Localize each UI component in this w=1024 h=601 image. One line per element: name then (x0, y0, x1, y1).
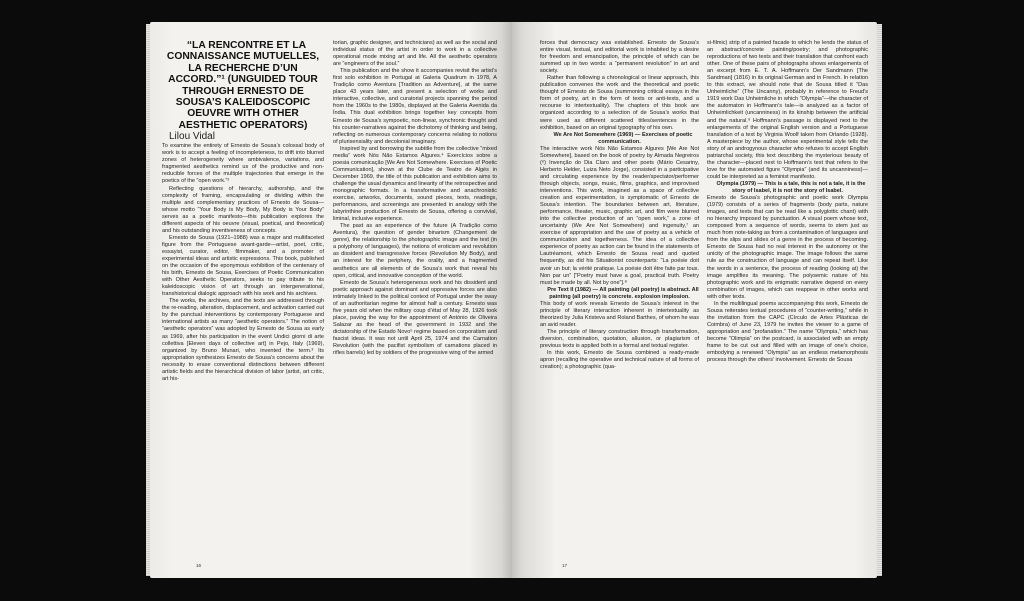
paragraph: This body of work reveals Ernesto de Sousa’s interest in the principle of literary interaction inherent in intertextuality as theorized by Julia Kristeva and Roland Barthes, of whom he was an avid reader. (540, 300, 699, 328)
paragraph: Ernesto de Sousa’s photographic and poetic work Olympia (1979) consists of a series of fragments (body parts, nature images, and texts that can be read like a polyglottic chant) with no hierarchy imposed by punctuation. A visual poem whose text, composed from a sequence of words, seems to stem just as much from note-taking as from a contamination of languages and from the slips and slides of a genre in the process of becoming. Ernesto de Sousa had no real interest in the autonomy or the unicity of the photographic image. The image follows the same rule as the construction of language and can repeat itself. Like the words in a sentence, the process of reading (looking at) the image amplifies its meaning. The polysemic nature of his photographic work and its enigmatic narrative depend on every combination of images, which can reappear in other works and with other texts. (707, 195, 868, 300)
paragraph: forces that democracy was established. Ernesto de Sousa’s entire visual, textual, and editorial work is inhabited by a desire for freedom and emancipation, the principle of which can be summed up in two words: a “permanent revolution” in art and society. (540, 40, 699, 75)
paragraph: si-filmic) strip of a painted facade to which he lends the status of an abstract/concrete painting/poetry; and photographic reproductions of two texts and their translation that confront each other. One of these pairs of photographs shows enlargements of an excerpt from E. T. A. Hoffmann’s Der Sandmann [The Sandman] (1816) in its original German and in French. In relation to this extract, we should note that de Sousa titled it “Das Unheimliche” (The Uncanny), probably in reference to Freud’s 1919 work Das Unheimliche in which “Olympia”—the character of the automaton in Hoffmann’s tale—is analyzed as a factor of Unheimlichkeit (uncanniness) in its kinship between the artificial and the natural.⁹ Hoffmann’s passage is displayed next to the enlargements of the original English version and a Portuguese translation of a text by Virginia Woolf taken from Orlando (1928). A masterpiece by the author, whose experimental style tells the story of an androgynous character who refuses to accept English patriarchal society, this text describing the mysterious beauty of the character—placed next to Hoffmann’s text that refers to the love for the automated figure “Olympia” (and its uncanniness)—could be interpreted as a feminist manifesto. (707, 40, 868, 180)
page-number-right: 17 (562, 563, 568, 568)
right-column-2 (707, 40, 868, 364)
right-column-1 (540, 40, 699, 371)
left-column-2 (333, 40, 497, 357)
essay-author: Lilou Vidal (169, 131, 215, 143)
paragraph: In this work, Ernesto de Sousa combined a ready-made apron (recalling the operative and technical nature of all forms of creation); a photographic (qua- (540, 350, 699, 371)
paragraph: The principle of literary construction through transformation, diversion, combination, quotation, allusion, or plagiarism of previous texts is applied both in a formal and textual register. (540, 328, 699, 350)
essay-title: “LA RENCONTRE ET LA CONNAISSANCE MUTUELLES, LA RECHERCHE D’UN ACCORD.”¹ (UNGUIDED TOUR THROUGH ERNESTO DE SOUSA’S KALEIDOSCOPIC OEUVRE WITH OTHER AESTHETIC OPERATORS) (166, 40, 320, 131)
section-heading: Pre Text II (1982) — All painting (all poetry) is abstract. All painting (all poetry) is concrete. explosion implosion. (547, 286, 699, 300)
section-heading: We Are Not Somewhere (1969) — Exercises of poetic communication. (553, 131, 693, 145)
paragraph: Ernesto de Sousa (1921–1988) was a major and multifaceted figure from the Portuguese avant-garde—artist, poet, critic, essayist, curator, editor, filmmaker, and a promoter of experimental ideas and artistic expressions. This book, published on the occasion of the eponymous exhibition of the centenary of his birth, Ernesto de Sousa, Exercises of Poetic Communication with Other Aesthetic Operators, seeks to pay tribute to his kaleidoscopic vision of art through an intergenerational, transhistorical dialogic approach with his work and his archives. (162, 234, 324, 298)
paragraph: The works, the archives, and the texts are addressed through the re-reading, alteration, displacement, and activation carried out by the punctual interventions by contemporary Portuguese and international artists as many “aesthetic operators.” The notion of “aesthetic operators” was adopted by Ernesto de Sousa as early as 1969, after his participation in the event Undici giorni di arte collettiva [Eleven days of collective art] in Pejo, Italy (1969), organized by Bruno Munari, who invented the term.³ Its appropriation synthesizes Ernesto de Sousa’s concerns about the necessity to erase conventional distinctions between different artistic fields and the hierarchical division of labor (artist, art critic, art his- (162, 298, 324, 382)
paragraph: Inspired by and borrowing the subtitle from the collective “mixed media” work Nós Não Estamos Algures.⁴ Exercícios sobre a poesia comunicação [We Are Not Somewhere. Exercises of Poetic Communication], shown at the Clube de Teatro de Algés in December 1969, the title of this publication and exhibition aims to challenge the usual dynamics and linearity of the retrospective and monographic formats. In a transformative and anachronistic exercise, artworks, documents, sound pieces, texts, readings, performances, and screenings are presented in analogy with the labyrinthine production of Ernesto de Sousa, offering a convivial, liminal, inclusive experience. (333, 145, 497, 223)
paragraph: Rather than following a chronological or linear approach, this publication convenes the work and the theoretical and poetic thought of Ernesto de Sousa (summoning critical essays in the form of poetry, art in the form of texts or anti-texts, and a recourse to intertextuality). The chapters of this book are organized according to a selection of de Sousa’s works that were used as different scattered titles/sentences in the exhibition, based on an original typography of his own. (540, 75, 699, 131)
paragraph: To examine the entirety of Ernesto de Sousa’s colossal body of work is to accept a feeling of incompleteness, to drift into blurred zones of heterogeneity where ambivalence, variations, and fragmented aesthetics remind us of the productive and non-reducible forces of the multiple trajectories that emerge in the poetics of the “open work.”² (162, 143, 324, 185)
paragraph: The interactive work Nós Não Estamos Algures [We Are Not Somewhere], based on the book of poetry by Almada Negreiros (⁶) Invenção do Dia Claro and other poets (Mário Cesariny, Herberto Helder, Luiza Neto Jorge), consisted in a participative and circulating experience by the reader/spectator/performer through objects, songs, music, films, graphics, and improvised interventions. This work, imagined as a space of collective creation and experimentation, is symptomatic of Ernesto de Sousa’s intention. The boundaries between art, literature, performance, theater, music, graphic art, and film were blurred into the collective production of an “open work,” a zone of uncertainty (We Are Not Somewhere) and ingenuity,⁷ an exercise of appropriation and the use of poetry as a vehicle of communication and togetherness. The idea of a collective experience of poetry as action can be found in the statements of Lautréamont, which Ernesto de Sousa read and quoted frequently, as did his Situationist counterparts: “La poésie doit avoir un but; la vérité pratique. La poésie doit être faite par tous. Non par un” [“Poetry must have a goal, practical truth. Poetry must be made by all. Not by one”].⁸ (540, 145, 699, 286)
page-edge-right (877, 24, 882, 576)
section-heading: Olympia (1979) — This is a tale, this is not a tale, it is the story of Isabel, it is not the story of Isabel. (716, 180, 866, 194)
right-page (512, 22, 877, 578)
paragraph: In the multilingual poems accompanying this work, Ernesto de Sousa reiterates textual procedures of “counter-writing,” while in the invitation from the CAPC (Círculo de Artes Plásticas de Coimbra) of June 23, 1979 he invites the viewer to a game of appropriation and “profanation.” The name “Olympia,” which has become “Olimpia” on the postcard, is associated with an empty frame to be cut out and filled with an image of one’s choice, embodying a renewed “Olympia” as an endless metamorphosis process through the others’ involvement. Ernesto de Sousa (707, 300, 868, 364)
left-column-1 (162, 40, 324, 383)
paragraph: Reflecting questions of hierarchy, authorship, and the complexity of framing, encapsulating or dividing within the multiple and complementary practices of Ernesto de Sousa—whose motto “Your Body is My Body, My Body is Your Body” serves as a poetic manifesto—this publication explores the different aspects of his oeuvre (visual, poetical, and theoretical) and his outstanding inventiveness of concepts. (162, 185, 324, 234)
paragraph: This publication and the show it accompanies revisit the artist’s first solo exhibition in Portugal at Galeria Quadrum in 1978, A Tradição como Aventura [Tradition as Adventure], at the same place 43 years later, and present a selection of works and interactive, collective, and curatorial projects spanning the period from the 1960s to the 1980s, displayed at the Galeria Avenida da Índia. This dual exhibition brings together key concepts from Ernesto de Sousa’s sympoetic, non-linear, synchronic thought and his counter-narratives against the dichotomy of thinking and being, reflecting on numerous contemporary concerns relating to notions of plurisensiality and decolonial imaginary. (333, 68, 497, 145)
open-book (150, 22, 880, 582)
paragraph: Ernesto de Sousa’s heterogeneous work and his dissident and poetic approach against dominant and oppressive forces are also intimately linked to the political context of Portugal under the sway of an authoritarian regime for almost half a century. Ernesto was five years old when the military coup d’état of May 28, 1926 took place, paving the way for the appointment of António de Oliveira Salazar as the head of the government in 1932 and the dictatorship of the Estado Novo⁵ regime based on corporatism and fascist ideas. It was not until April 25, 1974 and the Carnation Revolution (with the pacifist symbolism of carnations placed in rifles barrels) led by soldiers of the progressive wing of the armed (333, 279, 497, 357)
left-page (150, 22, 512, 578)
paragraph: torian, graphic designer, and technicians) as well as the social and individual status of the artist in order to work in a collective operational mode mixing art and life. All the aesthetic operators are “engineers of the soul.” (333, 40, 497, 68)
paragraph: The past as an experience of the future (A Tradição como Aventura), the question of gender binarism (Changement de genre), the relationship to the photographic image and the text (in a polyphony of languages), the notions of eroticism and revolution as dissident and transgressive forces (Revolution My Body), and an interest for the periphery, the orality, and a fragmented aesthetics are all elements of de Sousa’s work that reveal his open, critical, and innovative conception of the world. (333, 223, 497, 279)
page-number-left: 16 (196, 563, 202, 568)
